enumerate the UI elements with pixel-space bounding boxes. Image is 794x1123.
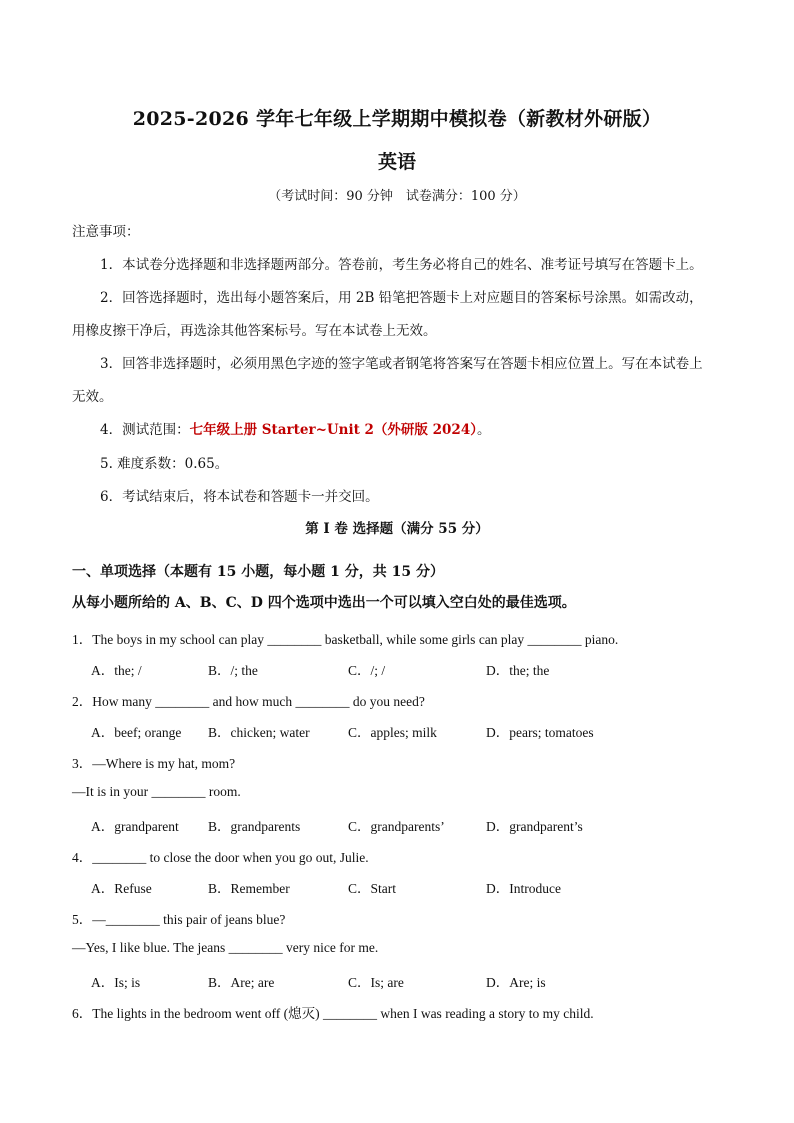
question-3-option-a: A．grandparent [91, 819, 179, 834]
question-6-stem: 6．The lights in the bedroom went off (熄灭) ________ when I was reading a story to my child. [72, 1006, 594, 1021]
notice-item-2-line-1: 2．回答选择题时，选出每小题答案后，用 2B 铅笔把答题卡上对应题目的答案标号涂黑。如需改动， [100, 290, 703, 306]
question-3-option-d: D．grandparent’s [486, 819, 583, 834]
question-1-stem: 1．The boys in my school can play ________ basketball, while some girls can play ________ piano. [72, 632, 619, 647]
question-5-option-d: D．Are; is [486, 975, 546, 990]
notice-item-4-suffix: 。 [476, 422, 491, 438]
question-2-stem: 2．How many ________ and how much ________ do you need? [72, 694, 425, 709]
notice-item-3-line-2: 无效。 [72, 389, 113, 405]
question-5-option-a: A．Is; is [91, 975, 141, 990]
question-4-stem: 4．________ to close the door when you go out, Julie. [72, 850, 369, 865]
question-1-option-a: A．the; / [91, 663, 142, 678]
question-2-option-c: C．apples; milk [348, 725, 437, 740]
notice-item-5: 5. 难度系数：0.65。 [100, 456, 229, 472]
question-3-stem: 3．—Where is my hat, mom? [72, 756, 236, 771]
question-3-option-b: B．grandparents [208, 819, 301, 834]
exam-info: （考试时间：90 分钟 试卷满分：100 分） [268, 189, 526, 204]
question-1-option-b: B．/; the [208, 663, 258, 678]
exam-subject: 英语 [377, 151, 416, 173]
section-instruction: 从每小题所给的 A、B、C、D 四个选项中选出一个可以填入空白处的最佳选项。 [72, 595, 576, 611]
question-5-stem: 5．—________ this pair of jeans blue? [72, 912, 286, 927]
question-5-option-b: B．Are; are [208, 975, 275, 990]
question-1-option-d: D．the; the [486, 663, 550, 678]
notice-item-3-line-1: 3．回答非选择题时，必须用黑色字迹的签字笔或者钢笔将答案写在答题卡相应位置上。写在本试卷上 [100, 356, 703, 372]
question-4-option-c: C．Start [348, 881, 397, 896]
question-2-option-d: D．pears; tomatoes [486, 725, 594, 740]
notice-item-1: 1．本试卷分选择题和非选择题两部分。答卷前，考生务必将自己的姓名、准考证号填写在答题卡上。 [100, 257, 703, 273]
question-2-option-b: B．chicken; water [208, 725, 310, 740]
question-4-option-b: B．Remember [208, 881, 290, 896]
notice-item-4-prefix: 4．测试范围： [100, 422, 190, 438]
question-3-option-c: C．grandparents’ [348, 819, 445, 834]
question-4-option-d: D．Introduce [486, 881, 561, 896]
notice-item-6: 6．考试结束后，将本试卷和答题卡一并交回。 [100, 489, 379, 505]
question-3-stem-reply: —It is in your ________ room. [72, 784, 241, 799]
notice-heading: 注意事项： [72, 224, 140, 240]
test-scope: 七年级上册 Starter~Unit 2（外研版 2024） [189, 422, 477, 438]
exam-title: 2025-2026 学年七年级上学期期中模拟卷（新教材外研版） [132, 108, 662, 130]
question-4-option-a: A．Refuse [91, 881, 152, 896]
section-title: 一、单项选择（本题有 15 小题，每小题 1 分，共 15 分） [72, 564, 444, 580]
question-1-option-c: C．/; / [348, 663, 386, 678]
part-title: 第 I 卷 选择题（满分 55 分） [305, 521, 489, 537]
question-5-stem-reply: —Yes, I like blue. The jeans ________ very nice for me. [72, 940, 379, 955]
notice-item-4 [100, 418, 490, 438]
notice-item-2-line-2: 用橡皮擦干净后，再选涂其他答案标号。写在本试卷上无效。 [72, 323, 437, 339]
question-5-option-c: C．Is; are [348, 975, 404, 990]
question-2-option-a: A．beef; orange [91, 725, 182, 740]
